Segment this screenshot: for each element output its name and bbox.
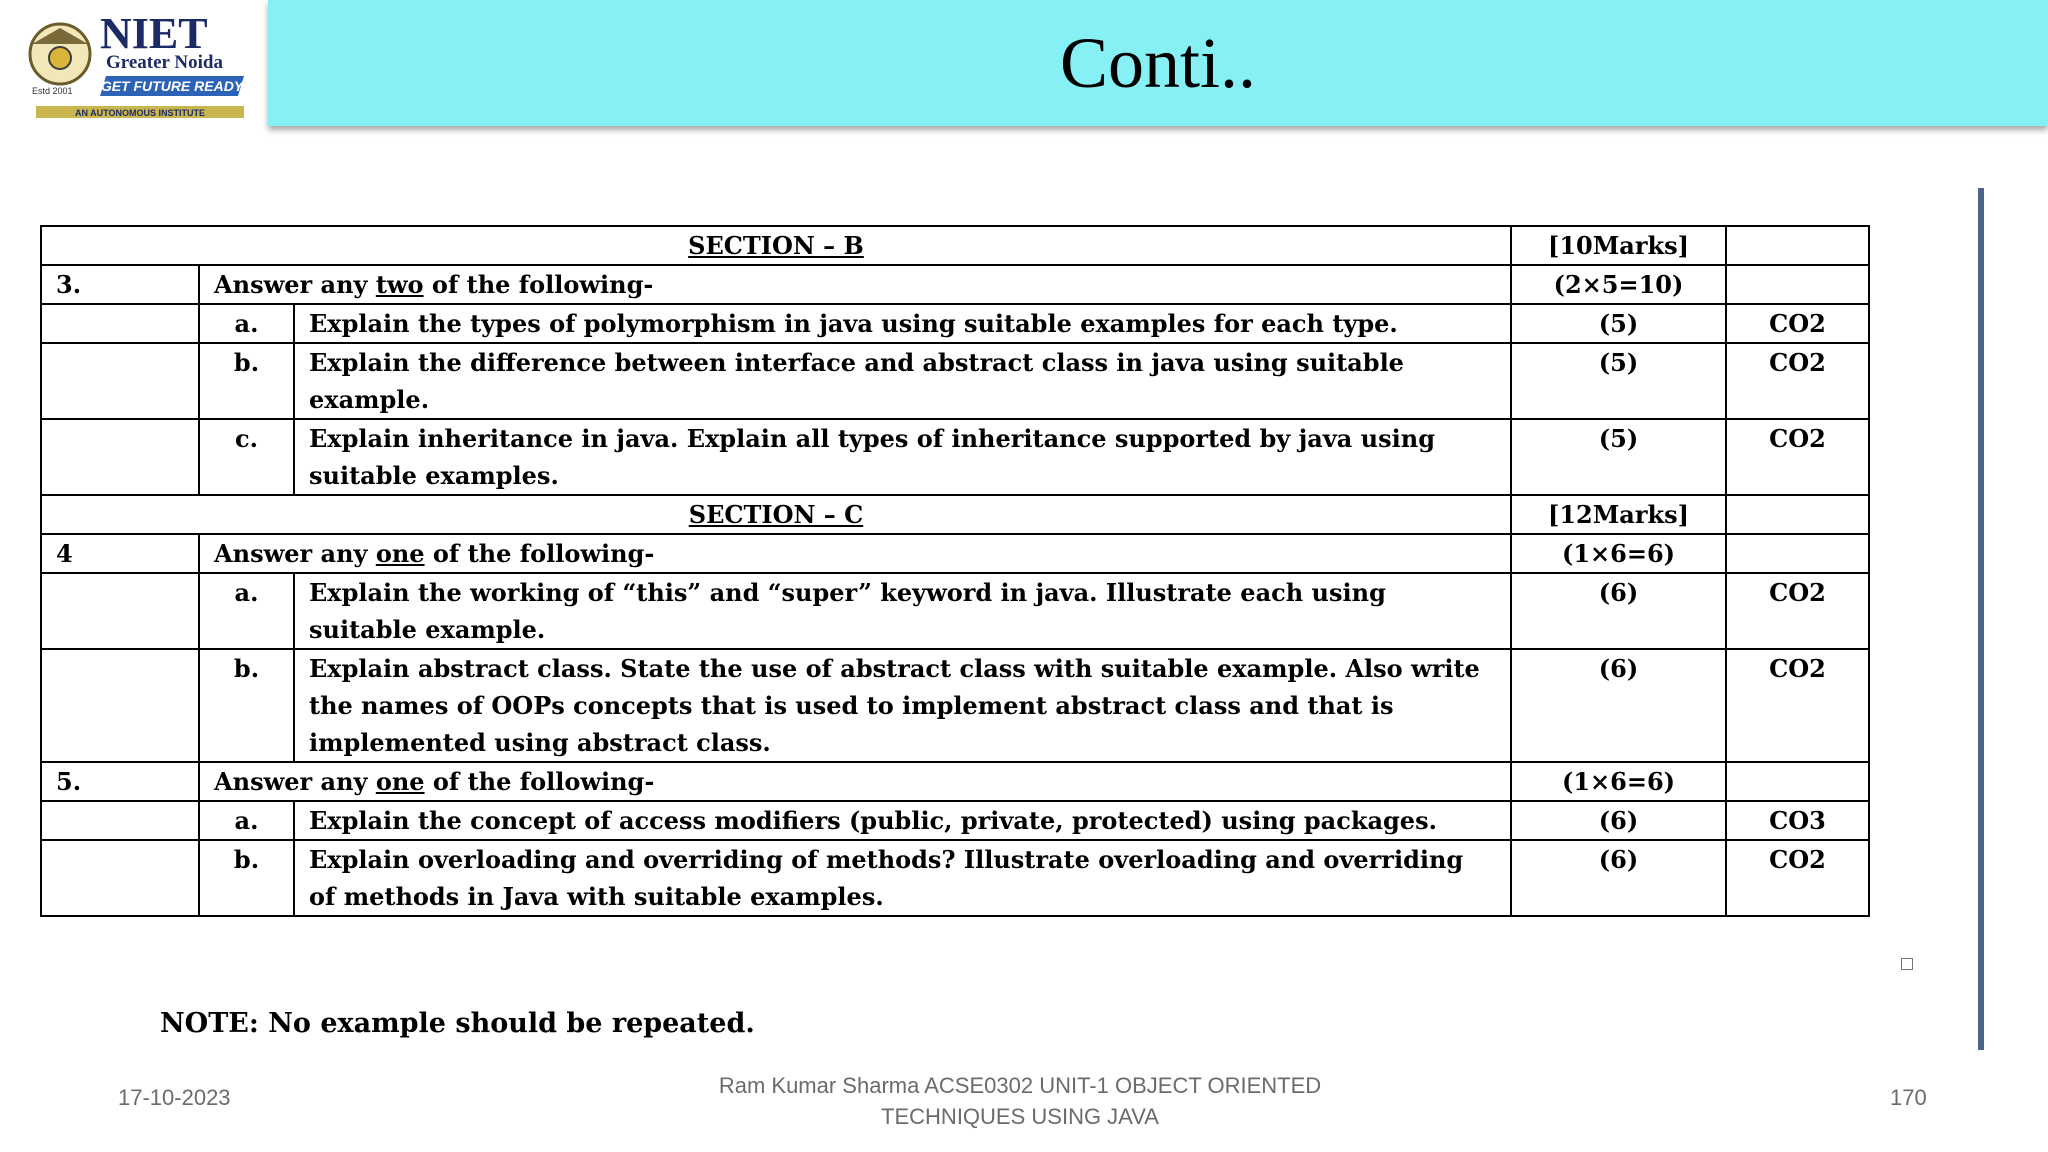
q5b-label: b. bbox=[199, 840, 294, 916]
q4a-text: Explain the working of “this” and “super” keyword in java. Illustrate each using suitable example. bbox=[294, 573, 1511, 649]
q4-marks: (1×6=6) bbox=[1511, 534, 1726, 573]
empty-cell bbox=[1726, 762, 1869, 801]
empty-cell bbox=[41, 419, 199, 495]
empty-cell bbox=[1726, 534, 1869, 573]
q3-instruction-emph: two bbox=[375, 270, 424, 299]
empty-cell bbox=[1726, 226, 1869, 265]
q5-marks: (1×6=6) bbox=[1511, 762, 1726, 801]
q4a-label: a. bbox=[199, 573, 294, 649]
logo-name-text: NIET bbox=[100, 9, 208, 58]
q5-number: 5. bbox=[41, 762, 199, 801]
q4b-co: CO2 bbox=[1726, 649, 1869, 762]
q4-instruction-post: of the following- bbox=[424, 539, 655, 568]
footer-date: 17-10-2023 bbox=[118, 1085, 231, 1110]
q3b-label: b. bbox=[199, 343, 294, 419]
logo-tagline-text: GET FUTURE READY bbox=[100, 78, 244, 94]
q3b-marks: (5) bbox=[1511, 343, 1726, 419]
q4-number: 4 bbox=[41, 534, 199, 573]
q3c-text: Explain inheritance in java. Explain all types of inheritance supported by java using suitable examples. bbox=[294, 419, 1511, 495]
q5-instruction-pre: Answer any bbox=[214, 767, 376, 796]
empty-cell bbox=[1726, 265, 1869, 304]
q3-instruction-post: of the following- bbox=[423, 270, 654, 299]
empty-cell bbox=[41, 840, 199, 916]
empty-cell bbox=[41, 649, 199, 762]
q3a-co: CO2 bbox=[1726, 304, 1869, 343]
q5-instruction-emph: one bbox=[375, 767, 425, 796]
q3c-co: CO2 bbox=[1726, 419, 1869, 495]
q5b-row bbox=[41, 840, 1869, 916]
q3-number: 3. bbox=[41, 265, 199, 304]
q3c-marks: (5) bbox=[1511, 419, 1726, 495]
q5a-text: Explain the concept of access modifiers (public, private, protected) using packages. bbox=[294, 801, 1511, 840]
q3a-marks: (5) bbox=[1511, 304, 1726, 343]
note-text: NOTE: No example should be repeated. bbox=[160, 1008, 755, 1039]
footer-course-info bbox=[680, 1070, 1360, 1132]
q5-instruction bbox=[199, 762, 1511, 801]
resize-handle[interactable] bbox=[1901, 958, 1913, 970]
section-c-header-row bbox=[41, 495, 1869, 534]
q4-instruction-pre: Answer any bbox=[214, 539, 376, 568]
empty-cell bbox=[1726, 495, 1869, 534]
logo-autonomous-text: AN AUTONOMOUS INSTITUTE bbox=[75, 108, 205, 118]
q3c-label: c. bbox=[199, 419, 294, 495]
q3a-row bbox=[41, 304, 1869, 343]
q4a-marks: (6) bbox=[1511, 573, 1726, 649]
section-c-title: SECTION – C bbox=[41, 495, 1511, 534]
section-c-marks: [12Marks] bbox=[1511, 495, 1726, 534]
q3-marks: (2×5=10) bbox=[1511, 265, 1726, 304]
empty-cell bbox=[41, 304, 199, 343]
q4a-row bbox=[41, 573, 1869, 649]
header-bar bbox=[268, 0, 2048, 126]
q5b-text: Explain overloading and overriding of methods? Illustrate overloading and overriding of methods in Java with suitable examples. bbox=[294, 840, 1511, 916]
footer-line-1: Ram Kumar Sharma ACSE0302 UNIT-1 OBJECT ORIENTED bbox=[718, 1073, 1322, 1098]
q3c-row bbox=[41, 419, 1869, 495]
q5b-marks: (6) bbox=[1511, 840, 1726, 916]
q5a-row bbox=[41, 801, 1869, 840]
q5a-marks: (6) bbox=[1511, 801, 1726, 840]
logo-estd-text: Estd 2001 bbox=[32, 86, 73, 96]
slide-title: Conti.. bbox=[1059, 23, 1257, 103]
q3-instruction bbox=[199, 265, 1511, 304]
q4a-co: CO2 bbox=[1726, 573, 1869, 649]
empty-cell bbox=[41, 343, 199, 419]
q4b-text: Explain abstract class. State the use of abstract class with suitable example. Also write the names of OOPs concepts that is used to implement abstract class and that is implemented using abstract class. bbox=[294, 649, 1511, 762]
q5b-co: CO2 bbox=[1726, 840, 1869, 916]
empty-cell bbox=[41, 573, 199, 649]
q4b-row bbox=[41, 649, 1869, 762]
empty-cell bbox=[41, 801, 199, 840]
q3a-text: Explain the types of polymorphism in java using suitable examples for each type. bbox=[294, 304, 1511, 343]
logo-place-text: Greater Noida bbox=[106, 52, 223, 73]
q4-row bbox=[41, 534, 1869, 573]
q5-instruction-post: of the following- bbox=[424, 767, 655, 796]
footer-page-number: 170 bbox=[1890, 1085, 1927, 1110]
section-b-title: SECTION – B bbox=[41, 226, 1511, 265]
q4-instruction-emph: one bbox=[375, 539, 425, 568]
q3-instruction-pre: Answer any bbox=[214, 270, 376, 299]
niet-logo bbox=[18, 6, 250, 122]
question-table bbox=[40, 225, 1870, 917]
q4b-marks: (6) bbox=[1511, 649, 1726, 762]
section-b-header-row bbox=[41, 226, 1869, 265]
q3b-co: CO2 bbox=[1726, 343, 1869, 419]
q3a-label: a. bbox=[199, 304, 294, 343]
vertical-rule bbox=[1978, 188, 1984, 1050]
q4-instruction bbox=[199, 534, 1511, 573]
q3-row bbox=[41, 265, 1869, 304]
footer-line-2: TECHNIQUES USING JAVA bbox=[881, 1104, 1159, 1129]
q5a-co: CO3 bbox=[1726, 801, 1869, 840]
q5-row bbox=[41, 762, 1869, 801]
section-b-marks: [10Marks] bbox=[1511, 226, 1726, 265]
q3b-text: Explain the difference between interface and abstract class in java using suitable example. bbox=[294, 343, 1511, 419]
q5a-label: a. bbox=[199, 801, 294, 840]
q3b-row bbox=[41, 343, 1869, 419]
q4b-label: b. bbox=[199, 649, 294, 762]
